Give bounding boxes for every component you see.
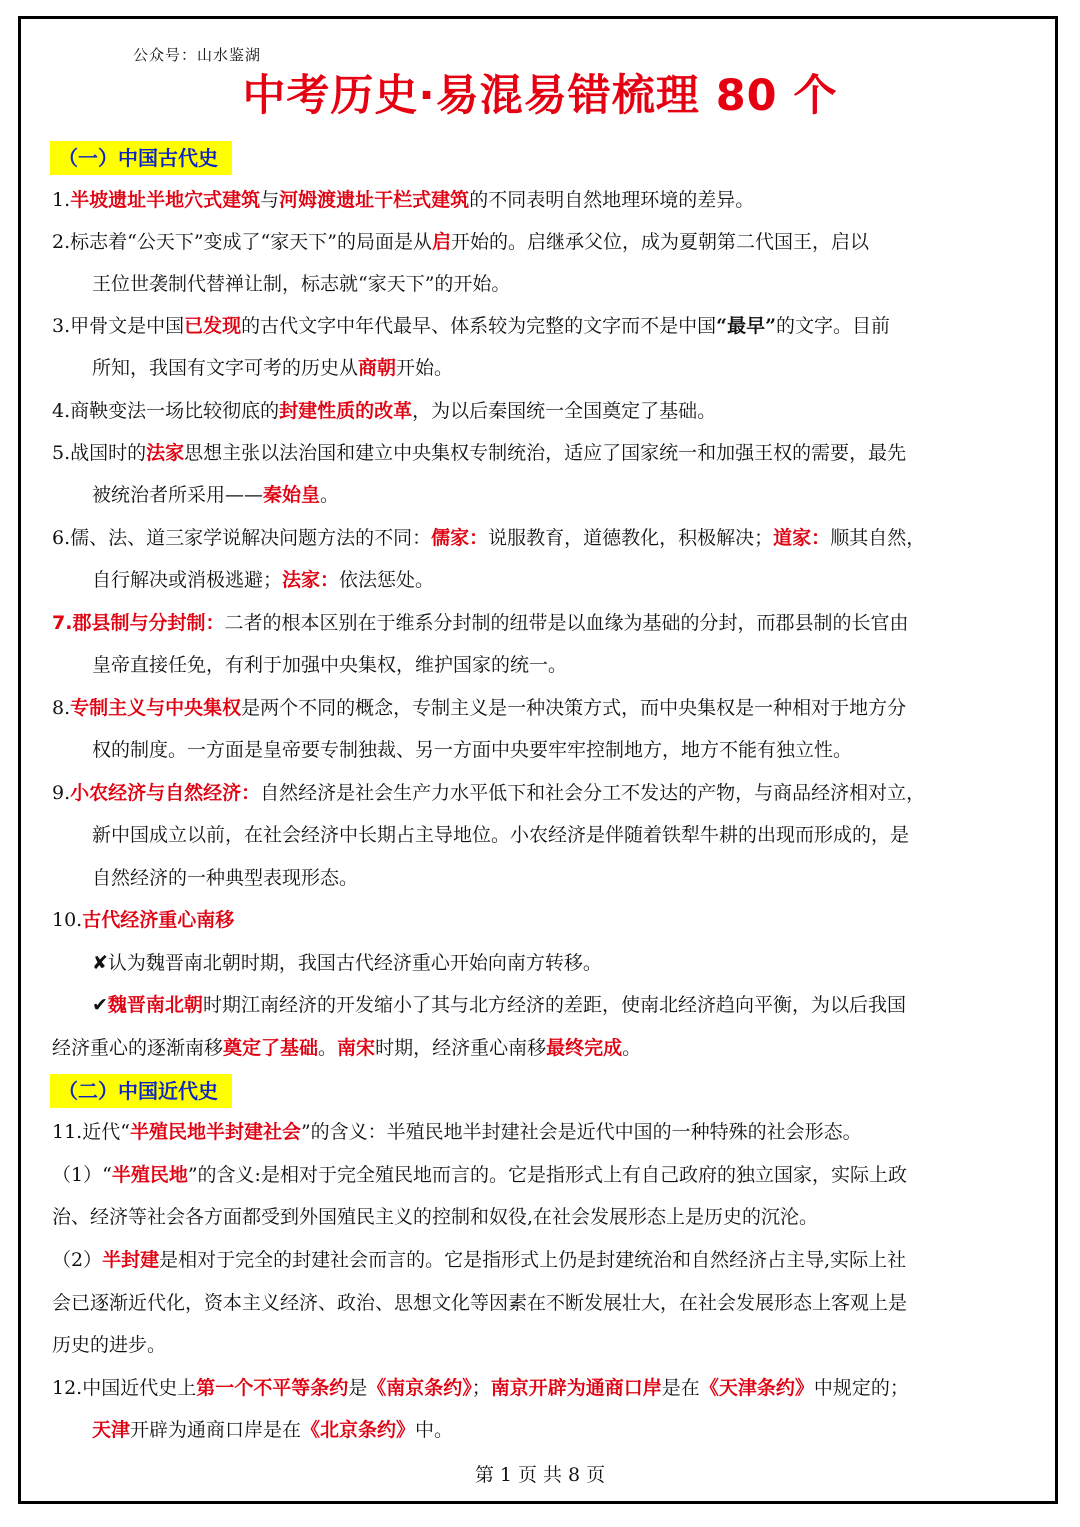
text-run: 自然经济的一种典型表现形态。 [92, 867, 359, 889]
text-run: 。 [318, 1037, 338, 1059]
highlight-run: 天津 [92, 1419, 131, 1441]
highlight-run: 《南京条约》 [367, 1377, 472, 1399]
highlight-run: 半殖民地半封建社会 [129, 1121, 301, 1143]
text-line [52, 186, 754, 214]
highlight-run: 7.郡县制与分封制： [52, 612, 225, 634]
highlight-run: 第一个不平等条约 [196, 1377, 349, 1399]
text-line [92, 991, 906, 1019]
highlight-run: 儒家： [431, 527, 489, 549]
text-run: 5.战国时的 [52, 442, 147, 464]
highlight-run: 半坡遗址半地穴式建筑 [70, 189, 261, 211]
highlight-run: 秦始皇 [263, 484, 321, 506]
highlight-run: 半殖民地 [111, 1164, 188, 1186]
text-run: 与 [260, 189, 280, 211]
text-run: 思想主张以法治国和建立中央集权专制统治，适应了国家统一和加强王权的需要，最先 [184, 442, 907, 464]
text-run: 二者的根本区别在于维系分封制的纽带是以血缘为基础的分封，而郡县制的长官由 [224, 612, 909, 634]
text-run: ”的含义:是相对于完全殖民地而言的。它是指形式上有自己政府的独立国家，实际上政 [187, 1164, 907, 1186]
text-line [52, 1161, 907, 1189]
text-run: 11.近代“ [52, 1121, 130, 1143]
highlight-run: 半封建 [102, 1249, 160, 1271]
text-line [92, 864, 358, 892]
highlight-run: 魏晋南北朝 [107, 994, 203, 1016]
text-run: 说服教育，道德教化，积极解决； [488, 527, 774, 549]
text-line [52, 1289, 907, 1317]
text-run: ； [471, 1377, 491, 1399]
section-heading-ancient: （一）中国古代史 [50, 141, 232, 175]
text-run: 10. [52, 909, 83, 931]
highlight-run: 已发现 [184, 315, 242, 337]
text-run: 的文字。目前 [776, 315, 891, 337]
text-run: 依法惩处。 [339, 569, 435, 591]
page-title: 中考历史·易混易错梳理 80 个 [242, 71, 838, 121]
text-run: 皇帝直接任免，有利于加强中央集权，维护国家的统一。 [92, 654, 568, 676]
text-run: 6.儒、法、道三家学说解决问题方法的不同： [52, 527, 432, 549]
cross-icon: ✘ [92, 952, 108, 974]
highlight-run: 封建性质的改革 [279, 400, 413, 422]
text-line [52, 609, 908, 637]
text-run: 被统治者所采用—— [92, 484, 264, 506]
text-run: 王位世袭制代替禅让制，标志就“家天下”的开始。 [92, 273, 511, 295]
text-line [92, 949, 602, 977]
text-run: 。 [622, 1037, 642, 1059]
highlight-run: 专制主义与中央集权 [70, 697, 242, 719]
text-line [52, 228, 869, 256]
text-line [52, 906, 234, 934]
text-run: （1）“ [52, 1164, 112, 1186]
text-run: 中。 [415, 1419, 454, 1441]
text-run: 1. [52, 189, 71, 211]
text-line [92, 481, 339, 509]
text-line [52, 694, 906, 722]
text-run: 经济重心的逐渐南移 [52, 1037, 224, 1059]
text-run: 权的制度。一方面是皇帝要专制独裁、另一方面中央要牢牢控制地方，地方不能有独立性。 [92, 739, 853, 761]
text-run: 时期，经济重心南移 [375, 1037, 547, 1059]
text-run: ”的含义：半殖民地半封建社会是近代中国的一种特殊的社会形态。 [300, 1121, 862, 1143]
text-run: 2.标志着“公天下”变成了“家天下”的局面是从 [52, 231, 432, 253]
text-run: 的不同表明自然地理环境的差异。 [469, 189, 755, 211]
highlight-run: 河姆渡遗址干栏式建筑 [279, 189, 470, 211]
text-run: 历史的进步。 [52, 1334, 167, 1356]
text-run: 9. [52, 782, 71, 804]
highlight-run: 《北京条约》 [301, 1419, 416, 1441]
text-line [92, 354, 453, 382]
text-line [92, 736, 852, 764]
text-line [92, 270, 510, 298]
text-run: 3.甲骨文是中国 [52, 315, 185, 337]
text-run: 。 [320, 484, 340, 506]
text-run: 的古代文字中年代最早、体系较为完整的文字而不是中国 [241, 315, 717, 337]
text-line [52, 779, 925, 807]
text-run: 所知，我国有文字可考的历史从 [92, 357, 359, 379]
text-line [52, 524, 925, 552]
text-line [52, 1374, 909, 1402]
text-run: 顺其自然， [830, 527, 926, 549]
text-run: 12.中国近代史上 [52, 1377, 197, 1399]
text-run: （2） [52, 1249, 103, 1271]
text-run: 是两个不同的概念，专制主义是一种决策方式，而中央集权是一种相对于地方分 [241, 697, 907, 719]
highlight-run: 商朝 [358, 357, 397, 379]
highlight-run: 道家： [773, 527, 831, 549]
highlight-run: 启 [431, 231, 451, 253]
text-run: 开始的。启继承父位，成为夏朝第二代国王，启以 [451, 231, 870, 253]
text-line [52, 1331, 166, 1359]
text-run: 是相对于完全的封建社会而言的。它是指形式上仍是封建统治和自然经济占主导,实际上社 [159, 1249, 907, 1271]
text-line [52, 397, 716, 425]
text-run: 是在 [661, 1377, 700, 1399]
text-line [92, 1416, 453, 1444]
text-run: 是 [348, 1377, 368, 1399]
highlight-run: 法家： [282, 569, 340, 591]
text-line [52, 1203, 818, 1231]
text-run: 新中国成立以前，在社会经济中长期占主导地位。小农经济是伴随着铁犁牛耕的出现而形成的，是 [92, 824, 910, 846]
highlight-run: 南京开辟为通商口岸 [490, 1377, 662, 1399]
highlight-run: 法家 [146, 442, 185, 464]
text-run: 自行解决或消极逃避； [92, 569, 283, 591]
text-run: 时期江南经济的开发缩小了其与北方经济的差距，使南北经济趋向平衡，为以后我国 [202, 994, 906, 1016]
section-heading-modern: （二）中国近代史 [50, 1074, 232, 1108]
text-run: 中规定的； [813, 1377, 909, 1399]
text-line [52, 1118, 862, 1146]
highlight-run: 《天津条约》 [699, 1377, 814, 1399]
text-line [92, 566, 434, 594]
highlight-run: 最终完成 [546, 1037, 623, 1059]
text-line [52, 439, 906, 467]
text-line [52, 312, 890, 340]
text-line [52, 1034, 641, 1062]
text-run: 认为魏晋南北朝时期，我国古代经济重心开始向南方转移。 [107, 952, 602, 974]
bold-run: “最早” [716, 315, 777, 337]
text-line [92, 821, 909, 849]
text-run: 治、经济等社会各方面都受到外国殖民主义的控制和奴役,在社会发展形态上是历史的沉沦。 [52, 1206, 819, 1228]
highlight-run: 小农经济与自然经济： [70, 782, 261, 804]
text-run: 会已逐渐近代化，资本主义经济、政治、思想文化等因素在不断发展壮大，在社会发展形态上客观上是 [52, 1292, 908, 1314]
text-line [92, 651, 567, 679]
highlight-run: 奠定了基础 [223, 1037, 319, 1059]
text-run: 8. [52, 697, 71, 719]
text-run: 自然经济是社会生产力水平低下和社会分工不发达的产物，与商品经济相对立， [260, 782, 926, 804]
page-number: 第 1 页 共 8 页 [474, 1464, 606, 1486]
highlight-run: 南宋 [337, 1037, 376, 1059]
highlight-run: 古代经济重心南移 [82, 909, 235, 931]
check-icon: ✔ [92, 994, 108, 1016]
text-line [52, 1246, 906, 1274]
text-run: 开辟为通商口岸是在 [130, 1419, 302, 1441]
text-run: ，为以后秦国统一全国奠定了基础。 [412, 400, 717, 422]
text-run: 开始。 [396, 357, 454, 379]
text-run: 4.商鞅变法一场比较彻底的 [52, 400, 280, 422]
account-label: 公众号：山水鉴湖 [133, 46, 262, 64]
